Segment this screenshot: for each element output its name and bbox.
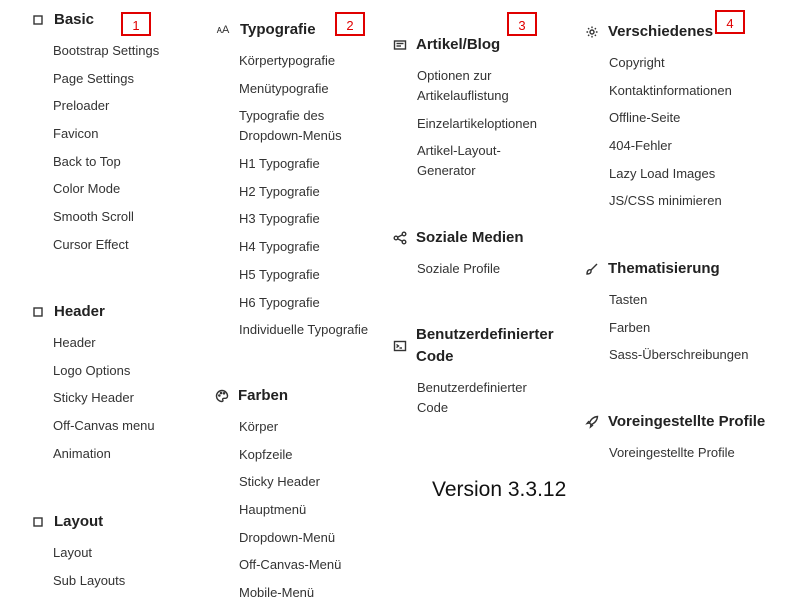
palette-icon	[214, 385, 230, 407]
menu-item-basic[interactable]: Smooth Scroll	[53, 209, 134, 225]
menu-item-layout[interactable]: Layout	[53, 545, 93, 560]
section-title-typografie: Typografie	[240, 21, 316, 38]
square-outline-icon	[30, 301, 46, 323]
section-title-verschiedenes: Verschiedenes	[608, 23, 714, 40]
annotation-badge-4: 4	[715, 10, 745, 34]
menu-item-thematisierung[interactable]: Tasten	[609, 292, 648, 307]
menu-item-basic[interactable]: Bootstrap Settings	[53, 43, 160, 58]
section-layout	[30, 511, 125, 598]
menu-item-typografie[interactable]: H5 Typografie	[239, 266, 320, 282]
menu-item-farben[interactable]: Dropdown-Menü	[239, 529, 336, 545]
menu-item-soziale[interactable]: Soziale Profile	[417, 261, 501, 276]
menu-item-basic[interactable]: Back to Top	[53, 153, 121, 169]
section-title-soziale: Soziale Medien	[416, 229, 524, 246]
section-voreingestellt	[584, 411, 765, 471]
annotation-badge-1: 1	[121, 12, 151, 36]
menu-item-artikel[interactable]: Einzelartikeloptionen	[417, 115, 537, 131]
menu-item-header[interactable]: Logo Options	[53, 362, 131, 378]
menu-item-typografie[interactable]: H2 Typografie	[239, 183, 320, 199]
annotation-badge-2: 2	[335, 12, 365, 36]
section-typografie	[214, 19, 384, 348]
section-title-artikel: Artikel/Blog	[416, 36, 501, 53]
menu-item-artikel[interactable]: Optionen zur Artikelauflistung	[417, 68, 509, 103]
menu-item-basic[interactable]: Cursor Effect	[53, 236, 129, 252]
menu-item-verschiedenes[interactable]: Offline-Seite	[609, 110, 681, 126]
section-soziale	[392, 227, 524, 287]
section-farben	[214, 385, 341, 611]
menu-item-basic[interactable]: Favicon	[53, 126, 99, 142]
menu-item-typografie[interactable]: Menütypografie	[239, 80, 329, 96]
menu-item-typografie[interactable]: H4 Typografie	[239, 239, 320, 255]
menu-item-basic[interactable]: Color Mode	[53, 181, 121, 197]
menu-item-farben[interactable]: Hauptmenü	[239, 502, 307, 518]
section-thematisierung	[584, 258, 748, 373]
menu-item-typografie[interactable]: Individuelle Typografie	[239, 322, 369, 338]
menu-item-farben[interactable]: Kopfzeile	[239, 446, 293, 462]
version-label: Version 3.3.12	[432, 478, 567, 501]
menu-item-header[interactable]: Header	[53, 335, 96, 350]
menu-item-header[interactable]: Animation	[53, 445, 111, 461]
menu-item-farben[interactable]: Mobile-Menü	[239, 585, 315, 601]
share-icon	[392, 227, 408, 249]
menu-item-header[interactable]: Sticky Header	[53, 390, 134, 406]
section-title-thematisierung: Thematisierung	[608, 260, 720, 277]
section-basic	[30, 9, 159, 263]
menu-item-thematisierung[interactable]: Sass-Überschreibungen	[609, 347, 749, 363]
section-header	[30, 301, 155, 471]
square-outline-icon	[30, 9, 46, 31]
menu-item-layout[interactable]: Sub Layouts	[53, 572, 126, 588]
section-title-layout: Layout	[54, 513, 104, 530]
menu-item-verschiedenes[interactable]: JS/CSS minimieren	[609, 193, 722, 209]
menu-item-verschiedenes[interactable]: Copyright	[609, 55, 665, 70]
menu-item-verschiedenes[interactable]: Kontaktinformationen	[609, 82, 732, 98]
section-benutzer	[392, 324, 562, 426]
section-title-farben: Farben	[238, 387, 289, 404]
brush-icon	[584, 258, 600, 280]
menu-item-typografie[interactable]: Typografie des Dropdown-Menüs	[239, 108, 342, 144]
menu-item-verschiedenes[interactable]: Lazy Load Images	[609, 165, 716, 181]
section-title-basic: Basic	[54, 11, 95, 28]
menu-item-basic[interactable]: Preloader	[53, 98, 110, 114]
menu-item-artikel[interactable]: Artikel-Layout-Generator	[417, 143, 501, 179]
menu-item-typografie[interactable]: H6 Typografie	[239, 294, 320, 310]
menu-item-typografie[interactable]: Körpertypografie	[239, 53, 336, 68]
gear-icon	[584, 21, 600, 43]
menu-item-farben[interactable]: Körper	[239, 419, 279, 434]
menu-item-thematisierung[interactable]: Farben	[609, 319, 651, 335]
annotation-badge-3: 3	[507, 12, 537, 36]
menu-item-typografie[interactable]: H1 Typografie	[239, 156, 320, 172]
menu-item-typografie[interactable]: H3 Typografie	[239, 211, 320, 227]
square-outline-icon	[30, 511, 46, 533]
menu-item-benutzer[interactable]: Benutzerdefinierter Code	[417, 380, 527, 415]
terminal-icon	[392, 335, 408, 357]
section-artikel	[392, 34, 562, 189]
section-title-benutzer: Benutzerdefinierter Code	[416, 326, 554, 365]
section-title-voreingestellt: Voreingestellte Profile	[608, 413, 766, 430]
section-verschiedenes	[584, 21, 732, 219]
section-title-header: Header	[54, 303, 105, 320]
menu-item-farben[interactable]: Sticky Header	[239, 474, 320, 490]
menu-item-voreingestellt[interactable]: Voreingestellte Profile	[609, 445, 735, 460]
menu-item-header[interactable]: Off-Canvas menu	[53, 418, 155, 434]
menu-item-basic[interactable]: Page Settings	[53, 70, 134, 86]
text-size-icon: ᴀA	[216, 24, 230, 36]
article-icon	[392, 34, 408, 56]
menu-item-farben[interactable]: Off-Canvas-Menü	[239, 557, 342, 573]
menu-item-verschiedenes[interactable]: 404-Fehler	[609, 138, 672, 154]
rocket-icon	[584, 411, 600, 433]
